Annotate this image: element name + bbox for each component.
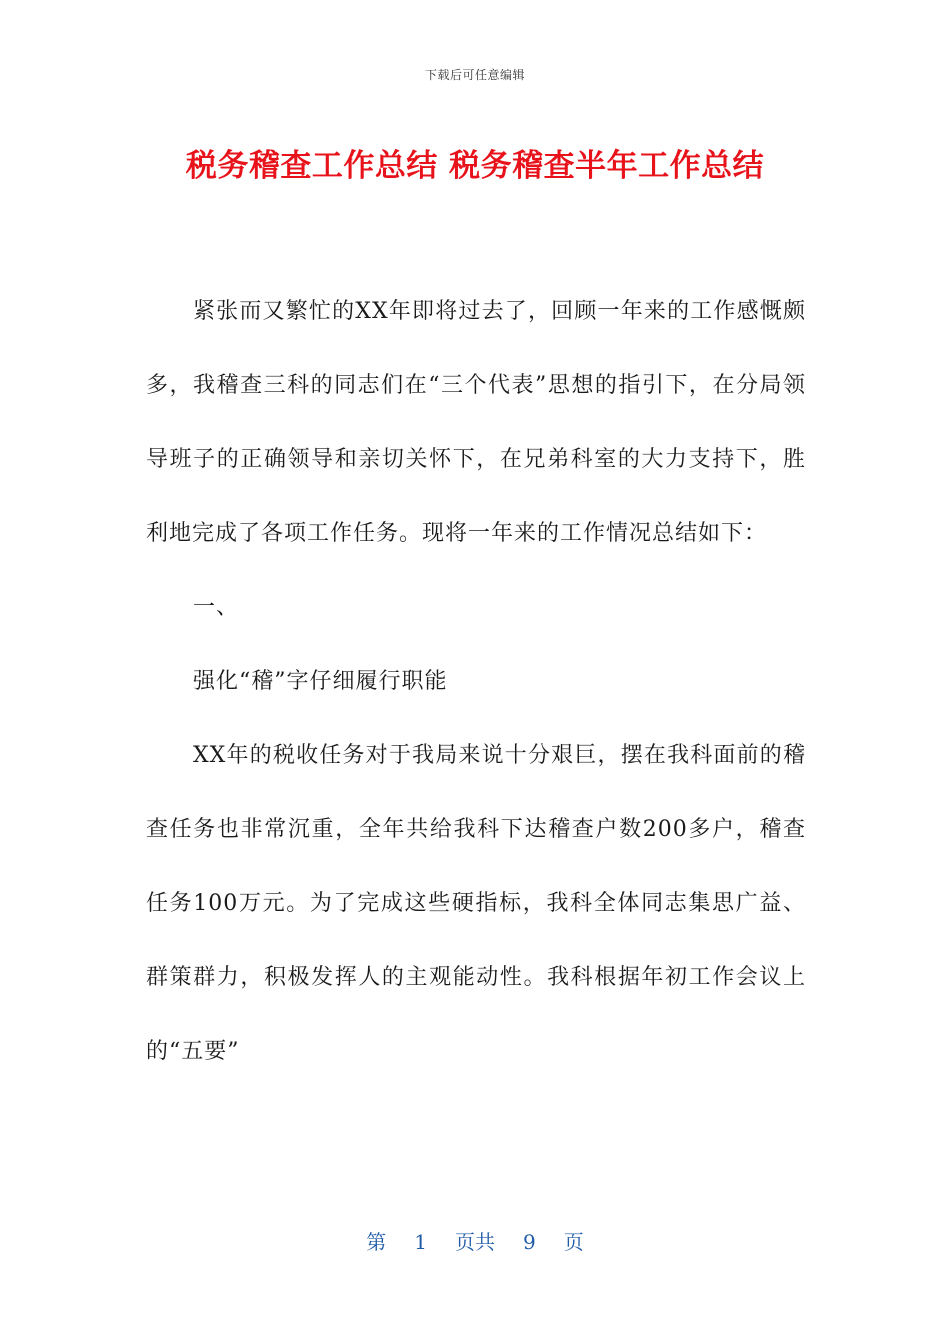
footer-page-prefix: 第 xyxy=(366,1230,387,1254)
footer-page-suffix: 页 xyxy=(563,1230,584,1254)
footer-page-total: 9 xyxy=(523,1230,536,1254)
footer-page-middle: 页共 xyxy=(455,1230,495,1254)
paragraph-intro: 紧张而又繁忙的XX年即将过去了，回顾一年来的工作感慨颇多，我稽查三科的同志们在“三个代表”思想的指引下，在分局领导班子的正确领导和亲切关怀下，在兄弟科室的大力支持下，胜利地完成了各项工作任务。现将一年来的工作情况总结如下： xyxy=(146,299,806,546)
paragraph-section-number: 一、 xyxy=(193,595,240,620)
document-title: 税务稽查工作总结 税务稽查半年工作总结 xyxy=(185,148,765,184)
paragraph-section-heading: 强化“稽”字仔细履行职能 xyxy=(193,669,448,694)
paragraph-tasks: XX年的税收任务对于我局来说十分艰巨，摆在我科面前的稽查任务也非常沉重，全年共给我科下达稽查户数200多户，稽查任务100万元。为了完成这些硬指标，我科全体同志集思广益、群策群力，积极发挥人的主观能动性。我科根据年初工作会议上的“五要” xyxy=(146,743,806,1064)
page-footer xyxy=(0,1226,950,1255)
header-note: 下载后可任意编辑 xyxy=(424,68,525,82)
document-body xyxy=(146,275,806,1089)
footer-page-current: 1 xyxy=(414,1230,427,1254)
